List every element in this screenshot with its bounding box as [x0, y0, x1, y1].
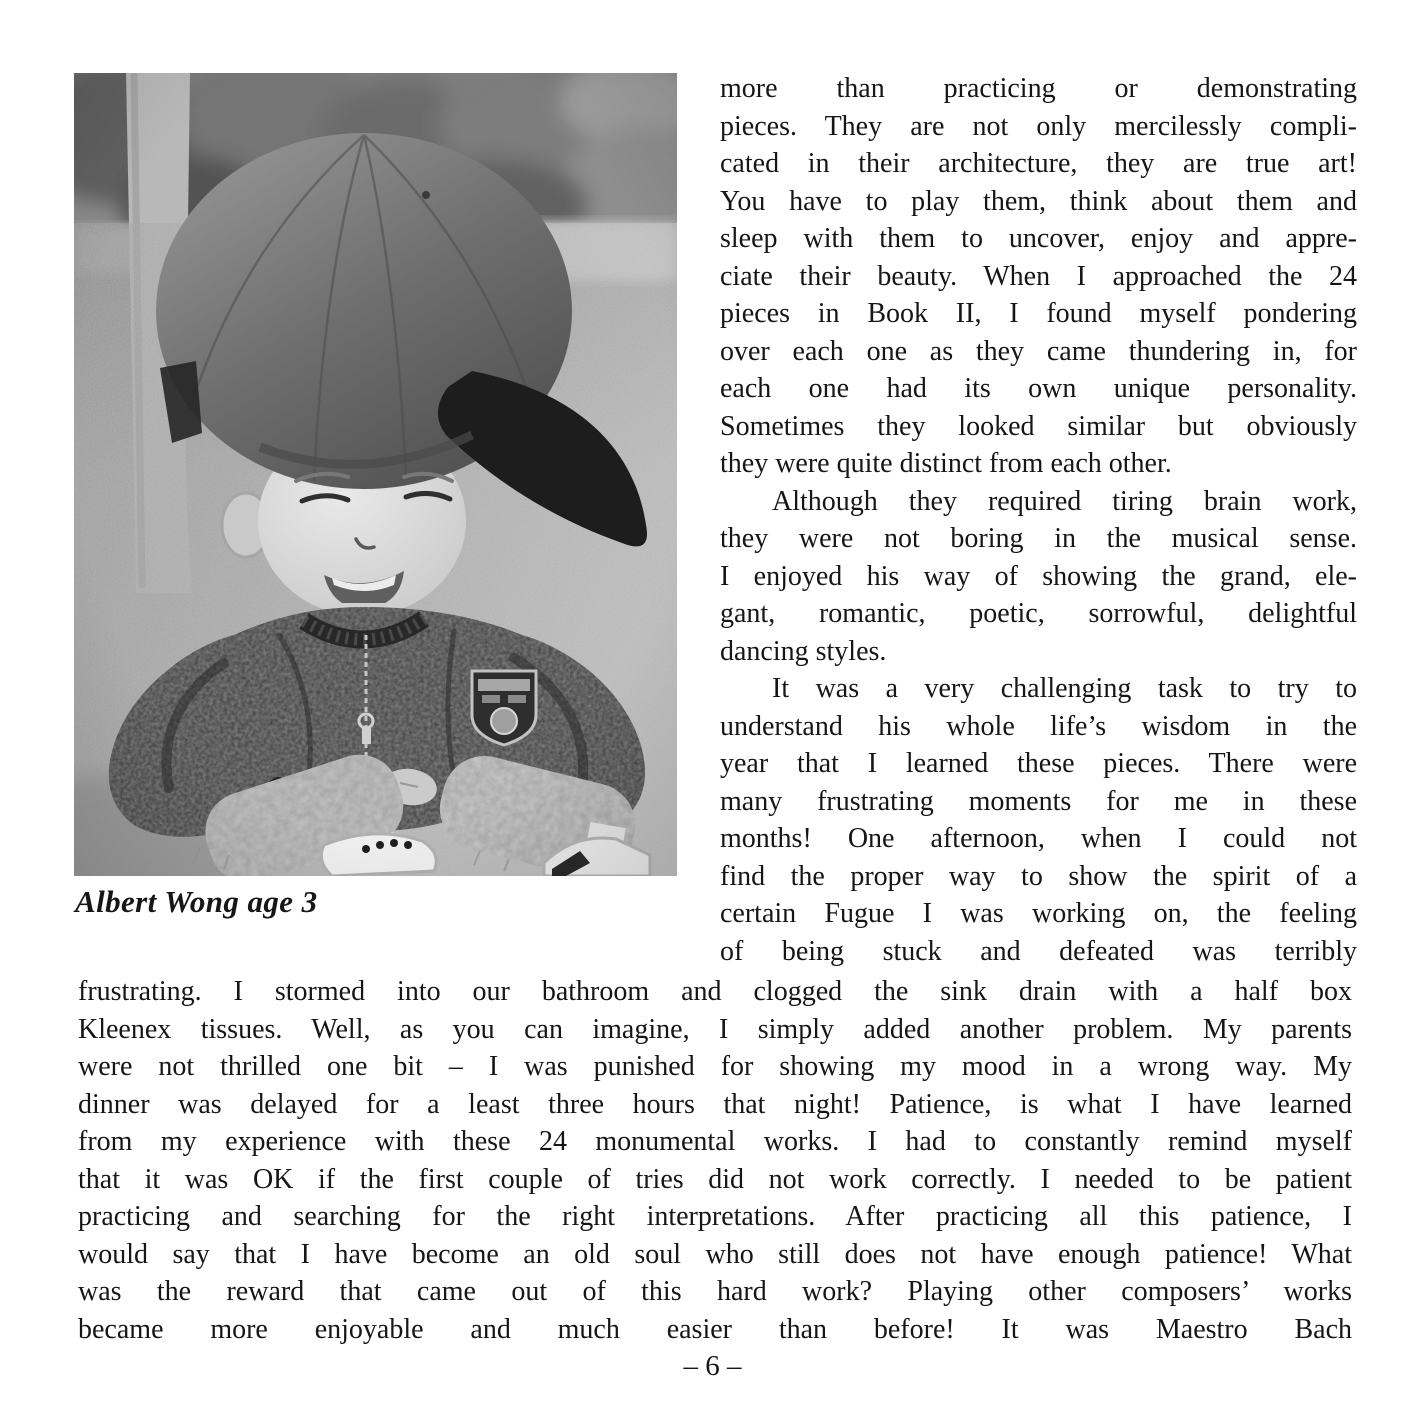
text-line: they were not boring in the musical sense. [720, 523, 1357, 554]
text-line: gant, romantic, poetic, sorrowful, delightful [720, 598, 1357, 629]
text-line: more than practicing or demonstrating [720, 73, 1357, 104]
text-line: that it was OK if the first couple of tries did not work correctly. I needed to be patient [78, 1163, 1352, 1195]
text-line: practicing and searching for the right interpretations. After practicing all this patience, I [78, 1201, 1352, 1232]
text-line: were not thrilled one bit – I was punished for showing my mood in a wrong way. My [78, 1051, 1352, 1082]
text-line: Although they required tiring brain work, [772, 485, 1357, 517]
photo-caption: Albert Wong age 3 [75, 884, 318, 919]
text-line: understand his whole life’s wisdom in the [720, 710, 1357, 742]
body-text-full [78, 973, 1352, 1348]
body-text-column [720, 70, 1357, 970]
text-line: frustrating. I stormed into our bathroom and clogged the sink drain with a half box [78, 976, 1352, 1007]
text-line: months! One afternoon, when I could not [720, 823, 1357, 854]
text-line: pieces in Book II, I found myself pondering [720, 298, 1357, 329]
text-line: was the reward that came out of this hard work? Playing other composers’ works [78, 1276, 1352, 1307]
text-line: Sometimes they looked similar but obviously [720, 410, 1357, 442]
text-line: they were quite distinct from each other. [720, 448, 1172, 479]
text-line: Kleenex tissues. Well, as you can imagine, I simply added another problem. My parents [78, 1013, 1352, 1045]
text-line: certain Fugue I was working on, the feeling [720, 898, 1357, 929]
text-line: pieces. They are not only mercilessly compli- [720, 110, 1357, 142]
text-line: each one had its own unique personality. [720, 373, 1357, 404]
text-line: cated in their architecture, they are true art! [720, 148, 1357, 179]
child-photo [74, 73, 677, 876]
text-line: from my experience with these 24 monumental works. I had to constantly remind myself [78, 1126, 1352, 1157]
text-line: many frustrating moments for me in these [720, 785, 1357, 817]
text-line: dancing styles. [720, 635, 887, 667]
text-line: of being stuck and defeated was terribly [720, 935, 1357, 967]
text-line: sleep with them to uncover, enjoy and appre- [720, 223, 1357, 254]
page-number: – 6 – [683, 1350, 742, 1382]
text-line: became more enjoyable and much easier than before! It was Maestro Bach [78, 1313, 1352, 1345]
text-line: I enjoyed his way of showing the grand, ele- [720, 560, 1357, 592]
text-line: ciate their beauty. When I approached the 24 [720, 260, 1357, 292]
text-line: It was a very challenging task to try to [772, 673, 1357, 704]
text-line: would say that I have become an old soul who still does not have enough patience! What [78, 1238, 1352, 1270]
text-line: You have to play them, think about them and [720, 185, 1357, 217]
text-line: over each one as they came thundering in, for [720, 335, 1357, 367]
text-line: find the proper way to show the spirit of a [720, 860, 1357, 892]
text-line: year that I learned these pieces. There were [720, 748, 1357, 779]
text-line: dinner was delayed for a least three hours that night! Patience, is what I have learned [78, 1088, 1352, 1120]
child-photo-illustration [74, 73, 677, 876]
